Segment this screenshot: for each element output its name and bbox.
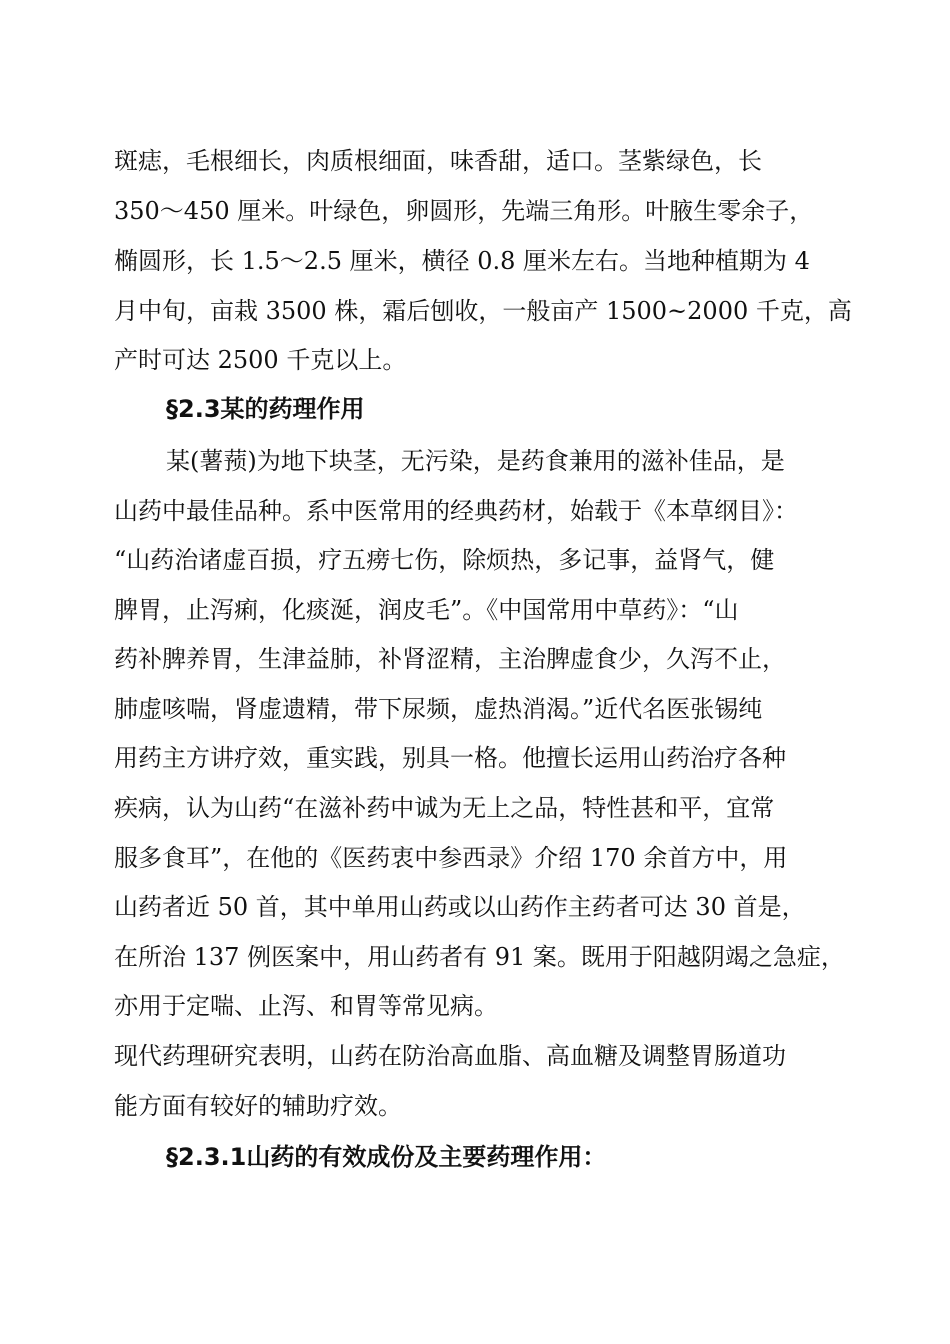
text-line: “山药治诸虚百损，疗五痨七伤，除烦热，多记事，益肾气，健 (114, 546, 775, 574)
section-heading: §2.3.1山药的有效成份及主要药理作用： (166, 1143, 607, 1171)
text-line: 山药者近 50 首，其中单用山药或以山药作主药者可达 30 首是， (114, 893, 806, 921)
text-line: 疾病，认为山药“在滋补药中诚为无上之品，特性甚和平，宜常 (114, 794, 775, 822)
text-line: 用药主方讲疗效，重实践，别具一格。他擅长运用山药治疗各种 (114, 744, 786, 772)
text-line: 现代药理研究表明，山药在防治高血脂、高血糖及调整胃肠道功 (114, 1042, 786, 1070)
text-line: 某(薯蓣)为地下块茎，无污染，是药食兼用的滋补佳品，是 (166, 447, 785, 475)
text-line: 能方面有较好的辅助疗效。 (114, 1092, 402, 1120)
text-line: 350～450 厘米。叶绿色，卵圆形，先端三角形。叶腋生零余子， (114, 197, 814, 225)
text-line: 肺虚咳喘，肾虚遗精，带下尿频，虚热消渴。”近代名医张锡纯 (114, 695, 763, 723)
text-line: 在所治 137 例医案中，用山药者有 91 案。既用于阳越阴竭之急症， (114, 943, 845, 971)
text-line: 斑痣，毛根细长，肉质根细面，味香甜，适口。茎紫绿色，长 (114, 147, 762, 175)
text-line: 椭圆形，长 1.5～2.5 厘米，横径 0.8 厘米左右。当地种植期为 4 (114, 247, 810, 275)
text-line: 亦用于定喘、止泻、和胃等常见病。 (114, 992, 498, 1020)
text-line: 药补脾养胃，生津益肺，补肾涩精，主治脾虚食少，久泻不止， (114, 645, 786, 673)
text-line: 月中旬，亩栽 3500 株，霜后刨收，一般亩产 1500~2000 千克，高 (114, 297, 852, 325)
text-line: 山药中最佳品种。系中医常用的经典药材，始载于《本草纲目》： (114, 497, 798, 525)
section-heading: §2.3某的药理作用 (166, 395, 365, 423)
text-line: 脾胃，止泻痢，化痰涎，润皮毛”。《中国常用中草药》：“山 (114, 596, 739, 624)
text-line: 服多食耳”，在他的《医药衷中参西录》介绍 170 余首方中，用 (114, 844, 788, 872)
text-line: 产时可达 2500 千克以上。 (114, 346, 407, 374)
